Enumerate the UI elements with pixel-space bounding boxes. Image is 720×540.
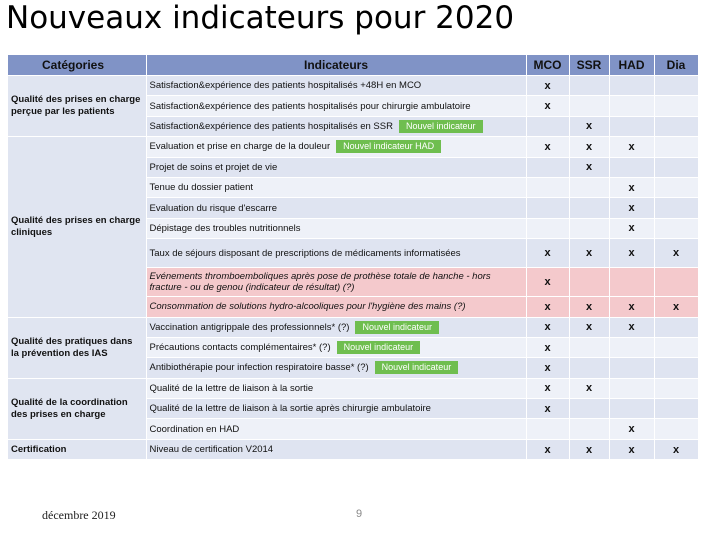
indicators-table-wrap <box>8 55 698 471</box>
ssr-mark: x <box>569 239 609 268</box>
header-categories: Catégories <box>8 55 146 76</box>
had-mark <box>609 378 654 398</box>
ssr-mark <box>569 337 609 357</box>
indicator-cell <box>146 419 526 439</box>
had-mark <box>609 76 654 96</box>
had-mark <box>609 116 654 136</box>
dia-mark <box>654 198 698 218</box>
ssr-mark: x <box>569 378 609 398</box>
indicator-cell <box>146 177 526 197</box>
header-mco: MCO <box>526 55 569 76</box>
had-mark <box>609 337 654 357</box>
new-indicator-badge: Nouvel indicateur <box>355 321 439 334</box>
category-cell: Qualité des prises en charge cliniques <box>8 137 146 317</box>
indicator-cell <box>146 198 526 218</box>
indicator-label: Satisfaction&expérience des patients hospitalisés +48H en MCO <box>149 80 422 92</box>
ssr-mark: x <box>569 137 609 157</box>
ssr-mark <box>569 76 609 96</box>
indicator-label: Dépistage des troubles nutritionnels <box>149 222 301 234</box>
indicator-cell <box>146 337 526 357</box>
dia-mark <box>654 399 698 419</box>
ssr-mark <box>569 96 609 116</box>
had-mark: x <box>609 239 654 268</box>
category-cell: Certification <box>8 439 146 459</box>
had-mark: x <box>609 137 654 157</box>
mco-mark: x <box>526 337 569 357</box>
indicator-cell <box>146 96 526 116</box>
category-cell: Qualité des prises en charge perçue par les patients <box>8 76 146 137</box>
category-cell: Qualité de la coordination des prises en charge <box>8 378 146 439</box>
ssr-mark <box>569 198 609 218</box>
had-mark <box>609 157 654 177</box>
indicator-label: Evaluation du risque d'escarre <box>149 202 277 214</box>
indicator-label: Taux de séjours disposant de prescriptions de médicaments informatisées <box>149 247 461 259</box>
dia-mark <box>654 358 698 378</box>
indicator-cell <box>146 116 526 136</box>
table-row <box>8 317 698 337</box>
mco-mark <box>526 116 569 136</box>
had-mark <box>609 96 654 116</box>
indicator-cell <box>146 317 526 337</box>
new-indicator-badge: Nouvel indicateur <box>399 120 483 133</box>
new-indicator-badge: Nouvel indicateur <box>375 361 459 374</box>
indicator-label: Précautions contacts complémentaires* (?) <box>149 342 331 354</box>
mco-mark: x <box>526 239 569 268</box>
dia-mark <box>654 218 698 238</box>
dia-mark <box>654 96 698 116</box>
had-mark: x <box>609 419 654 439</box>
indicator-label: Coordination en HAD <box>149 423 240 435</box>
had-mark: x <box>609 317 654 337</box>
indicator-cell <box>146 378 526 398</box>
indicator-label: Satisfaction&expérience des patients hospitalisés pour chirurgie ambulatoire <box>149 100 471 112</box>
had-mark: x <box>609 439 654 459</box>
indicator-label: Satisfaction&expérience des patients hospitalisés en SSR <box>149 120 393 132</box>
mco-mark: x <box>526 268 569 297</box>
indicator-cell <box>146 268 526 297</box>
had-mark: x <box>609 198 654 218</box>
indicator-label: Vaccination antigrippale des professionnels* (?) <box>149 321 350 333</box>
dia-mark <box>654 317 698 337</box>
indicator-label: Tenue du dossier patient <box>149 182 254 194</box>
dia-mark: x <box>654 297 698 317</box>
category-cell: Qualité des pratiques dans la prévention des IAS <box>8 317 146 378</box>
had-mark <box>609 358 654 378</box>
mco-mark: x <box>526 137 569 157</box>
ssr-mark: x <box>569 439 609 459</box>
mco-mark: x <box>526 358 569 378</box>
slide-title: Nouveaux indicateurs pour 2020 <box>6 0 515 36</box>
table-row <box>8 378 698 398</box>
mco-mark: x <box>526 399 569 419</box>
indicator-cell <box>146 218 526 238</box>
mco-mark: x <box>526 96 569 116</box>
had-mark: x <box>609 177 654 197</box>
indicator-cell <box>146 399 526 419</box>
mco-mark: x <box>526 297 569 317</box>
mco-mark <box>526 419 569 439</box>
ssr-mark <box>569 218 609 238</box>
dia-mark: x <box>654 439 698 459</box>
dia-mark <box>654 378 698 398</box>
footer-date: décembre 2019 <box>42 508 116 522</box>
dia-mark <box>654 116 698 136</box>
header-indicators: Indicateurs <box>146 55 526 76</box>
ssr-mark: x <box>569 116 609 136</box>
indicator-cell <box>146 76 526 96</box>
ssr-mark: x <box>569 297 609 317</box>
header-row <box>8 55 698 76</box>
ssr-mark <box>569 177 609 197</box>
mco-mark <box>526 218 569 238</box>
mco-mark <box>526 157 569 177</box>
header-had: HAD <box>609 55 654 76</box>
table-row <box>8 137 698 157</box>
indicator-label: Projet de soins et projet de vie <box>149 161 278 173</box>
dia-mark <box>654 268 698 297</box>
table-row <box>8 439 698 459</box>
indicators-table <box>8 55 699 460</box>
indicator-cell <box>146 439 526 459</box>
mco-mark: x <box>526 317 569 337</box>
new-indicator-badge: Nouvel indicateur <box>337 341 421 354</box>
mco-mark: x <box>526 76 569 96</box>
ssr-mark <box>569 358 609 378</box>
indicator-label: Niveau de certification V2014 <box>149 444 274 456</box>
indicator-label: Evaluation et prise en charge de la douleur <box>149 141 331 153</box>
indicator-cell <box>146 239 526 268</box>
dia-mark <box>654 76 698 96</box>
dia-mark <box>654 419 698 439</box>
indicator-label: Qualité de la lettre de liaison à la sortie <box>149 382 314 394</box>
indicator-cell <box>146 157 526 177</box>
ssr-mark: x <box>569 157 609 177</box>
dia-mark: x <box>654 239 698 268</box>
had-mark <box>609 268 654 297</box>
dia-mark <box>654 137 698 157</box>
dia-mark <box>654 337 698 357</box>
ssr-mark <box>569 419 609 439</box>
ssr-mark <box>569 268 609 297</box>
indicator-label: Consommation de solutions hydro-alcooliques pour l'hygiène des mains (?) <box>149 301 466 313</box>
dia-mark <box>654 157 698 177</box>
ssr-mark <box>569 399 609 419</box>
mco-mark: x <box>526 378 569 398</box>
had-mark: x <box>609 297 654 317</box>
indicator-label: Qualité de la lettre de liaison à la sortie après chirurgie ambulatoire <box>149 403 431 415</box>
mco-mark <box>526 198 569 218</box>
ssr-mark: x <box>569 317 609 337</box>
indicator-label: Antibiothérapie pour infection respiratoire basse* (?) <box>149 362 369 374</box>
header-ssr: SSR <box>569 55 609 76</box>
indicator-cell <box>146 358 526 378</box>
mco-mark <box>526 177 569 197</box>
indicator-cell <box>146 297 526 317</box>
dia-mark <box>654 177 698 197</box>
page-number: 9 <box>356 508 363 520</box>
had-mark <box>609 399 654 419</box>
table-row <box>8 76 698 96</box>
had-mark: x <box>609 218 654 238</box>
indicator-cell <box>146 137 526 157</box>
mco-mark: x <box>526 439 569 459</box>
header-dia: Dia <box>654 55 698 76</box>
indicator-label: Evénements thromboemboliques après pose de prothèse totale de hanche - hors fracture - ou de genou (indicateur de résultat) (?) <box>149 271 491 294</box>
new-indicator-badge: Nouvel indicateur HAD <box>336 140 441 153</box>
